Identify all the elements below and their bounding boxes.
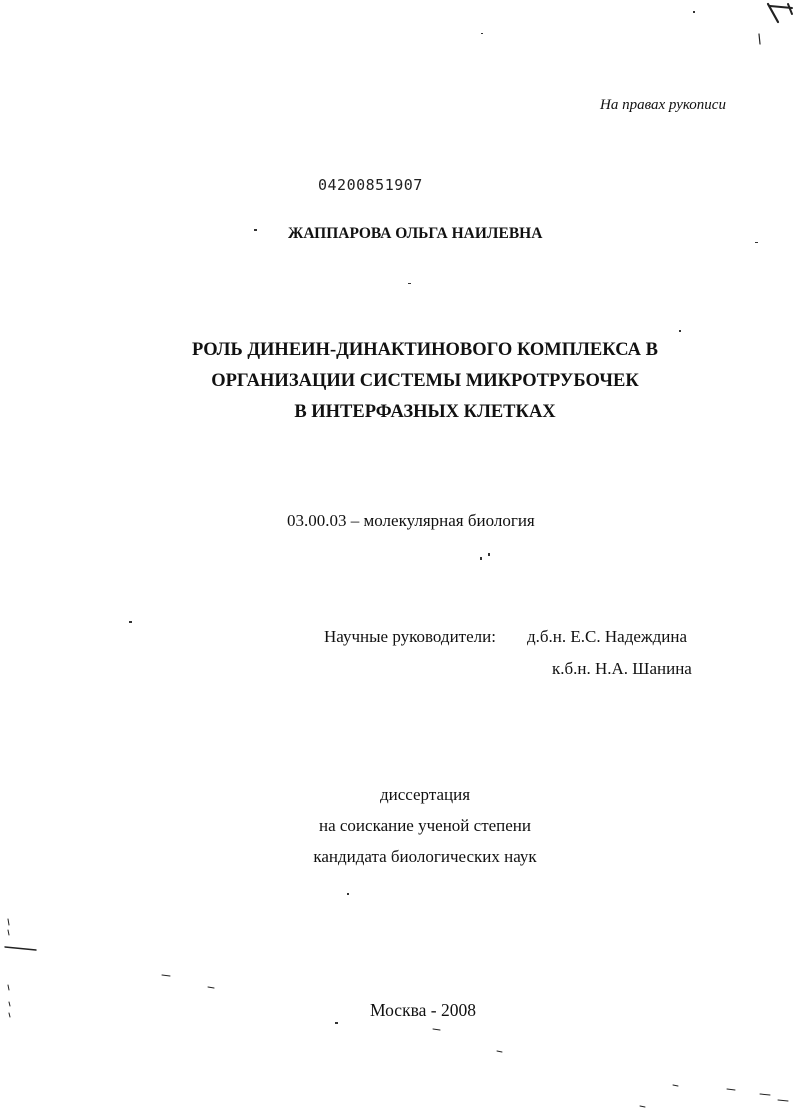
supervisor-1: д.б.н. Е.С. Надеждина [527,627,688,646]
degree-line-1: диссертация [379,785,471,804]
title-line-1: РОЛЬ ДИНЕИН-ДИНАКТИНОВОГО КОМПЛЕКСА В [192,340,658,360]
library-inventory-number: 04200851907 [318,176,423,194]
supervisor-2: к.б.н. Н.А. Шанина [552,659,692,678]
city-and-year: Москва - 2008 [370,1000,476,1020]
supervisors-label: Научные руководители: [324,627,496,646]
title-line-3: В ИНТЕРФАЗНЫХ КЛЕТКАХ [294,402,556,422]
degree-line-3: кандидата биологических наук [313,847,537,866]
specialty-code: 03.00.03 – молекулярная биология [287,511,535,530]
degree-line-2: на соискание ученой степени [318,816,532,835]
title-line-2: ОРГАНИЗАЦИИ СИСТЕМЫ МИКРОТРУБОЧЕК [211,371,639,391]
manuscript-rights-note: На правах рукописи [600,97,726,113]
author-name: ЖАППАРОВА ОЛЬГА НАИЛЕВНА [288,225,543,242]
